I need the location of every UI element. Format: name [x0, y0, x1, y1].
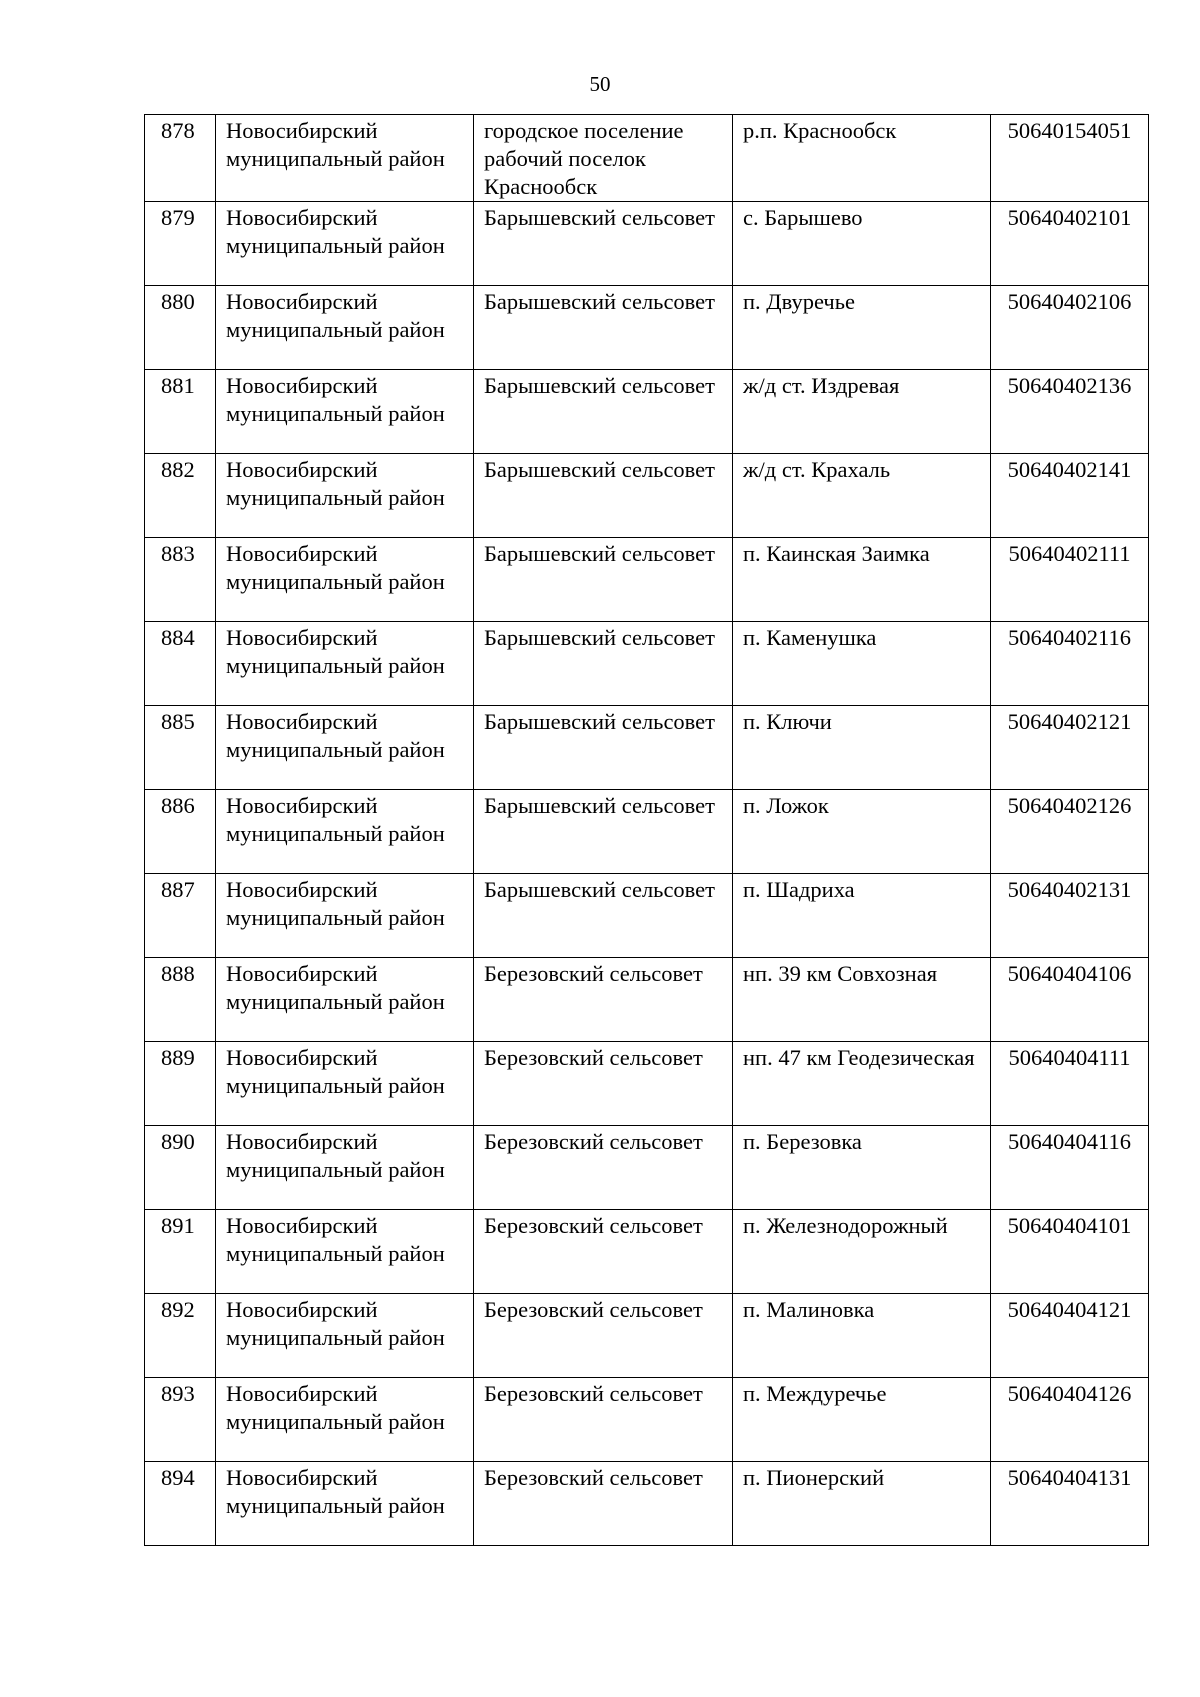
- page-number: 50: [589, 72, 611, 96]
- oktmo-code-cell: 50640404116: [991, 1126, 1149, 1210]
- row-number-cell: 880: [145, 286, 216, 370]
- municipality-cell: Новосибирский муниципальный район: [216, 1378, 474, 1462]
- table-row: [145, 1294, 1149, 1378]
- settlement-cell: городское поселение рабочий поселок Краснообск: [474, 115, 733, 202]
- table-row: [145, 286, 1149, 370]
- municipality-cell: Новосибирский муниципальный район: [216, 706, 474, 790]
- settlement-cell: Березовский сельсовет: [474, 1462, 733, 1546]
- municipality-cell: Новосибирский муниципальный район: [216, 1462, 474, 1546]
- settlement-cell: Березовский сельсовет: [474, 1126, 733, 1210]
- settlement-cell: Барышевский сельсовет: [474, 790, 733, 874]
- oktmo-code-cell: 50640154051: [991, 115, 1149, 202]
- oktmo-code-cell: 50640404126: [991, 1378, 1149, 1462]
- municipality-cell: Новосибирский муниципальный район: [216, 622, 474, 706]
- table-row: [145, 1126, 1149, 1210]
- table-row: [145, 1378, 1149, 1462]
- table-row: [145, 622, 1149, 706]
- locality-cell: п. Малиновка: [733, 1294, 991, 1378]
- table-row: [145, 1042, 1149, 1126]
- municipality-cell: Новосибирский муниципальный район: [216, 1210, 474, 1294]
- table-row: [145, 1462, 1149, 1546]
- row-number-cell: 879: [145, 202, 216, 286]
- oktmo-code-cell: 50640402136: [991, 370, 1149, 454]
- row-number-cell: 891: [145, 1210, 216, 1294]
- oktmo-code-cell: 50640402101: [991, 202, 1149, 286]
- table-row: [145, 1210, 1149, 1294]
- row-number-cell: 888: [145, 958, 216, 1042]
- municipality-cell: Новосибирский муниципальный район: [216, 1126, 474, 1210]
- row-number-cell: 883: [145, 538, 216, 622]
- row-number-cell: 881: [145, 370, 216, 454]
- oktmo-code-cell: 50640404111: [991, 1042, 1149, 1126]
- oktmo-code-cell: 50640404106: [991, 958, 1149, 1042]
- settlement-cell: Березовский сельсовет: [474, 1210, 733, 1294]
- locality-cell: п. Каинская Заимка: [733, 538, 991, 622]
- locality-cell: п. Каменушка: [733, 622, 991, 706]
- table-row: [145, 202, 1149, 286]
- row-number-cell: 884: [145, 622, 216, 706]
- settlement-cell: Барышевский сельсовет: [474, 874, 733, 958]
- settlement-cell: Барышевский сельсовет: [474, 454, 733, 538]
- oktmo-code-cell: 50640402111: [991, 538, 1149, 622]
- municipality-cell: Новосибирский муниципальный район: [216, 115, 474, 202]
- locality-cell: п. Шадриха: [733, 874, 991, 958]
- locality-cell: с. Барышево: [733, 202, 991, 286]
- locality-cell: п. Двуречье: [733, 286, 991, 370]
- locality-cell: п. Ложок: [733, 790, 991, 874]
- locality-cell: п. Междуречье: [733, 1378, 991, 1462]
- row-number-cell: 890: [145, 1126, 216, 1210]
- municipality-cell: Новосибирский муниципальный район: [216, 454, 474, 538]
- locality-cell: р.п. Краснообск: [733, 115, 991, 202]
- table-row: [145, 115, 1149, 202]
- row-number-cell: 885: [145, 706, 216, 790]
- table-row: [145, 454, 1149, 538]
- locality-cell: п. Березовка: [733, 1126, 991, 1210]
- settlement-cell: Березовский сельсовет: [474, 1294, 733, 1378]
- table-row: [145, 706, 1149, 790]
- locality-cell: нп. 39 км Совхозная: [733, 958, 991, 1042]
- table-row: [145, 958, 1149, 1042]
- municipality-cell: Новосибирский муниципальный район: [216, 1042, 474, 1126]
- settlement-cell: Березовский сельсовет: [474, 958, 733, 1042]
- locality-cell: ж/д ст. Издревая: [733, 370, 991, 454]
- row-number-cell: 886: [145, 790, 216, 874]
- table-body: [145, 115, 1149, 1546]
- municipality-cell: Новосибирский муниципальный район: [216, 790, 474, 874]
- table-row: [145, 874, 1149, 958]
- oktmo-code-cell: 50640402116: [991, 622, 1149, 706]
- oktmo-code-cell: 50640402106: [991, 286, 1149, 370]
- settlements-table: [144, 114, 1149, 1546]
- locality-cell: нп. 47 км Геодезическая: [733, 1042, 991, 1126]
- settlement-cell: Березовский сельсовет: [474, 1042, 733, 1126]
- municipality-cell: Новосибирский муниципальный район: [216, 874, 474, 958]
- locality-cell: п. Пионерский: [733, 1462, 991, 1546]
- row-number-cell: 889: [145, 1042, 216, 1126]
- locality-cell: ж/д ст. Крахаль: [733, 454, 991, 538]
- row-number-cell: 894: [145, 1462, 216, 1546]
- settlement-cell: Барышевский сельсовет: [474, 370, 733, 454]
- settlement-cell: Барышевский сельсовет: [474, 706, 733, 790]
- table-row: [145, 538, 1149, 622]
- settlement-cell: Барышевский сельсовет: [474, 622, 733, 706]
- table-row: [145, 790, 1149, 874]
- oktmo-code-cell: 50640404131: [991, 1462, 1149, 1546]
- settlement-cell: Барышевский сельсовет: [474, 286, 733, 370]
- row-number-cell: 893: [145, 1378, 216, 1462]
- municipality-cell: Новосибирский муниципальный район: [216, 370, 474, 454]
- settlement-cell: Березовский сельсовет: [474, 1378, 733, 1462]
- row-number-cell: 878: [145, 115, 216, 202]
- settlement-cell: Барышевский сельсовет: [474, 538, 733, 622]
- oktmo-code-cell: 50640402131: [991, 874, 1149, 958]
- municipality-cell: Новосибирский муниципальный район: [216, 286, 474, 370]
- municipality-cell: Новосибирский муниципальный район: [216, 202, 474, 286]
- municipality-cell: Новосибирский муниципальный район: [216, 958, 474, 1042]
- settlement-cell: Барышевский сельсовет: [474, 202, 733, 286]
- locality-cell: п. Железнодорожный: [733, 1210, 991, 1294]
- municipality-cell: Новосибирский муниципальный район: [216, 1294, 474, 1378]
- row-number-cell: 882: [145, 454, 216, 538]
- row-number-cell: 892: [145, 1294, 216, 1378]
- oktmo-code-cell: 50640402126: [991, 790, 1149, 874]
- table-row: [145, 370, 1149, 454]
- oktmo-code-cell: 50640402141: [991, 454, 1149, 538]
- oktmo-code-cell: 50640404121: [991, 1294, 1149, 1378]
- row-number-cell: 887: [145, 874, 216, 958]
- oktmo-code-cell: 50640404101: [991, 1210, 1149, 1294]
- locality-cell: п. Ключи: [733, 706, 991, 790]
- municipality-cell: Новосибирский муниципальный район: [216, 538, 474, 622]
- oktmo-code-cell: 50640402121: [991, 706, 1149, 790]
